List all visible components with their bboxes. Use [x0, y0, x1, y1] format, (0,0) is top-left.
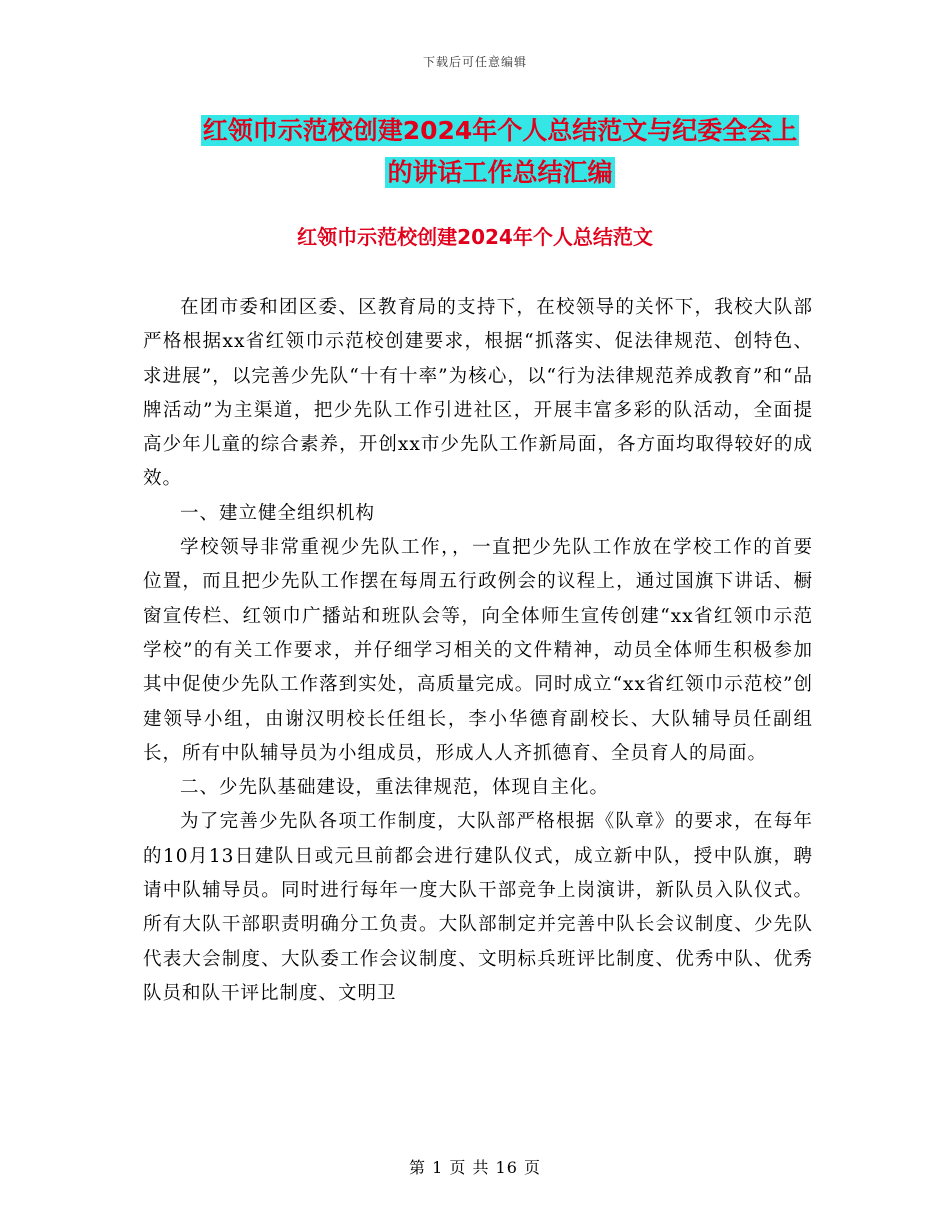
document-title	[110, 110, 890, 194]
section-heading: 二、少先队基础建设，重法律规范，体现自主化。	[180, 777, 610, 799]
page-footer: 第 1 页 共 16 页	[409, 1158, 541, 1177]
header-note: 下载后可任意编辑	[422, 55, 527, 69]
section-heading: 一、建立健全组织机构	[180, 502, 376, 524]
paragraph: 学校领导非常重视少先队工作，，一直把少先队工作放在学校工作的首要位置，而且把少先队工作摆在每周五行政例会的议程上，通过国旗下讲话、橱窗宣传栏、红领巾广播站和班队会等，向全体师生宣传创建“xx省红领巾示范学校”的有关工作要求，并仔细学习相关的文件精神，动员全体师生积极参加其中促使少先队工作落到实处，高质量完成。同时成立“xx省红领巾示范校”创建领导小组，由谢汉明校长任组长，李小华德育副校长、大队辅导员任副组长，所有中队辅导员为小组成员，形成人人齐抓德育、全员育人的局面。	[143, 537, 813, 764]
body-text	[143, 291, 813, 1011]
paragraph: 在团市委和团区委、区教育局的支持下，在校领导的关怀下，我校大队部严格根据xx省红领巾示范校创建要求，根据“抓落实、促法律规范、创特色、求进展”，以完善少先队“十有十率”为核心，以“行为法律规范养成教育”和“品牌活动”为主渠道，把少先队工作引进社区，开展丰富多彩的队活动，全面提高少年儿童的综合素养，开创xx市少先队工作新局面，各方面均取得较好的成效。	[143, 297, 813, 490]
title-line-1: 红领巾示范校创建2024年个人总结范文与纪委全会上	[202, 116, 798, 145]
title-line-2: 的讲话工作总结汇编	[387, 158, 613, 187]
section-title: 红领巾示范校创建2024年个人总结范文	[297, 225, 653, 249]
paragraph: 为了完善少先队各项工作制度，大队部严格根据《队章》的要求，在每年的10月13日建队日或元旦前都会进行建队仪式，成立新中队，授中队旗，聘请中队辅导员。同时进行每年一度大队干部竞争上岗演讲，新队员入队仪式。所有大队干部职责明确分工负责。大队部制定并完善中队长会议制度、少先队代表大会制度、大队委工作会议制度、文明标兵班评比制度、优秀中队、优秀队员和队干评比制度、文明卫	[143, 811, 813, 1004]
